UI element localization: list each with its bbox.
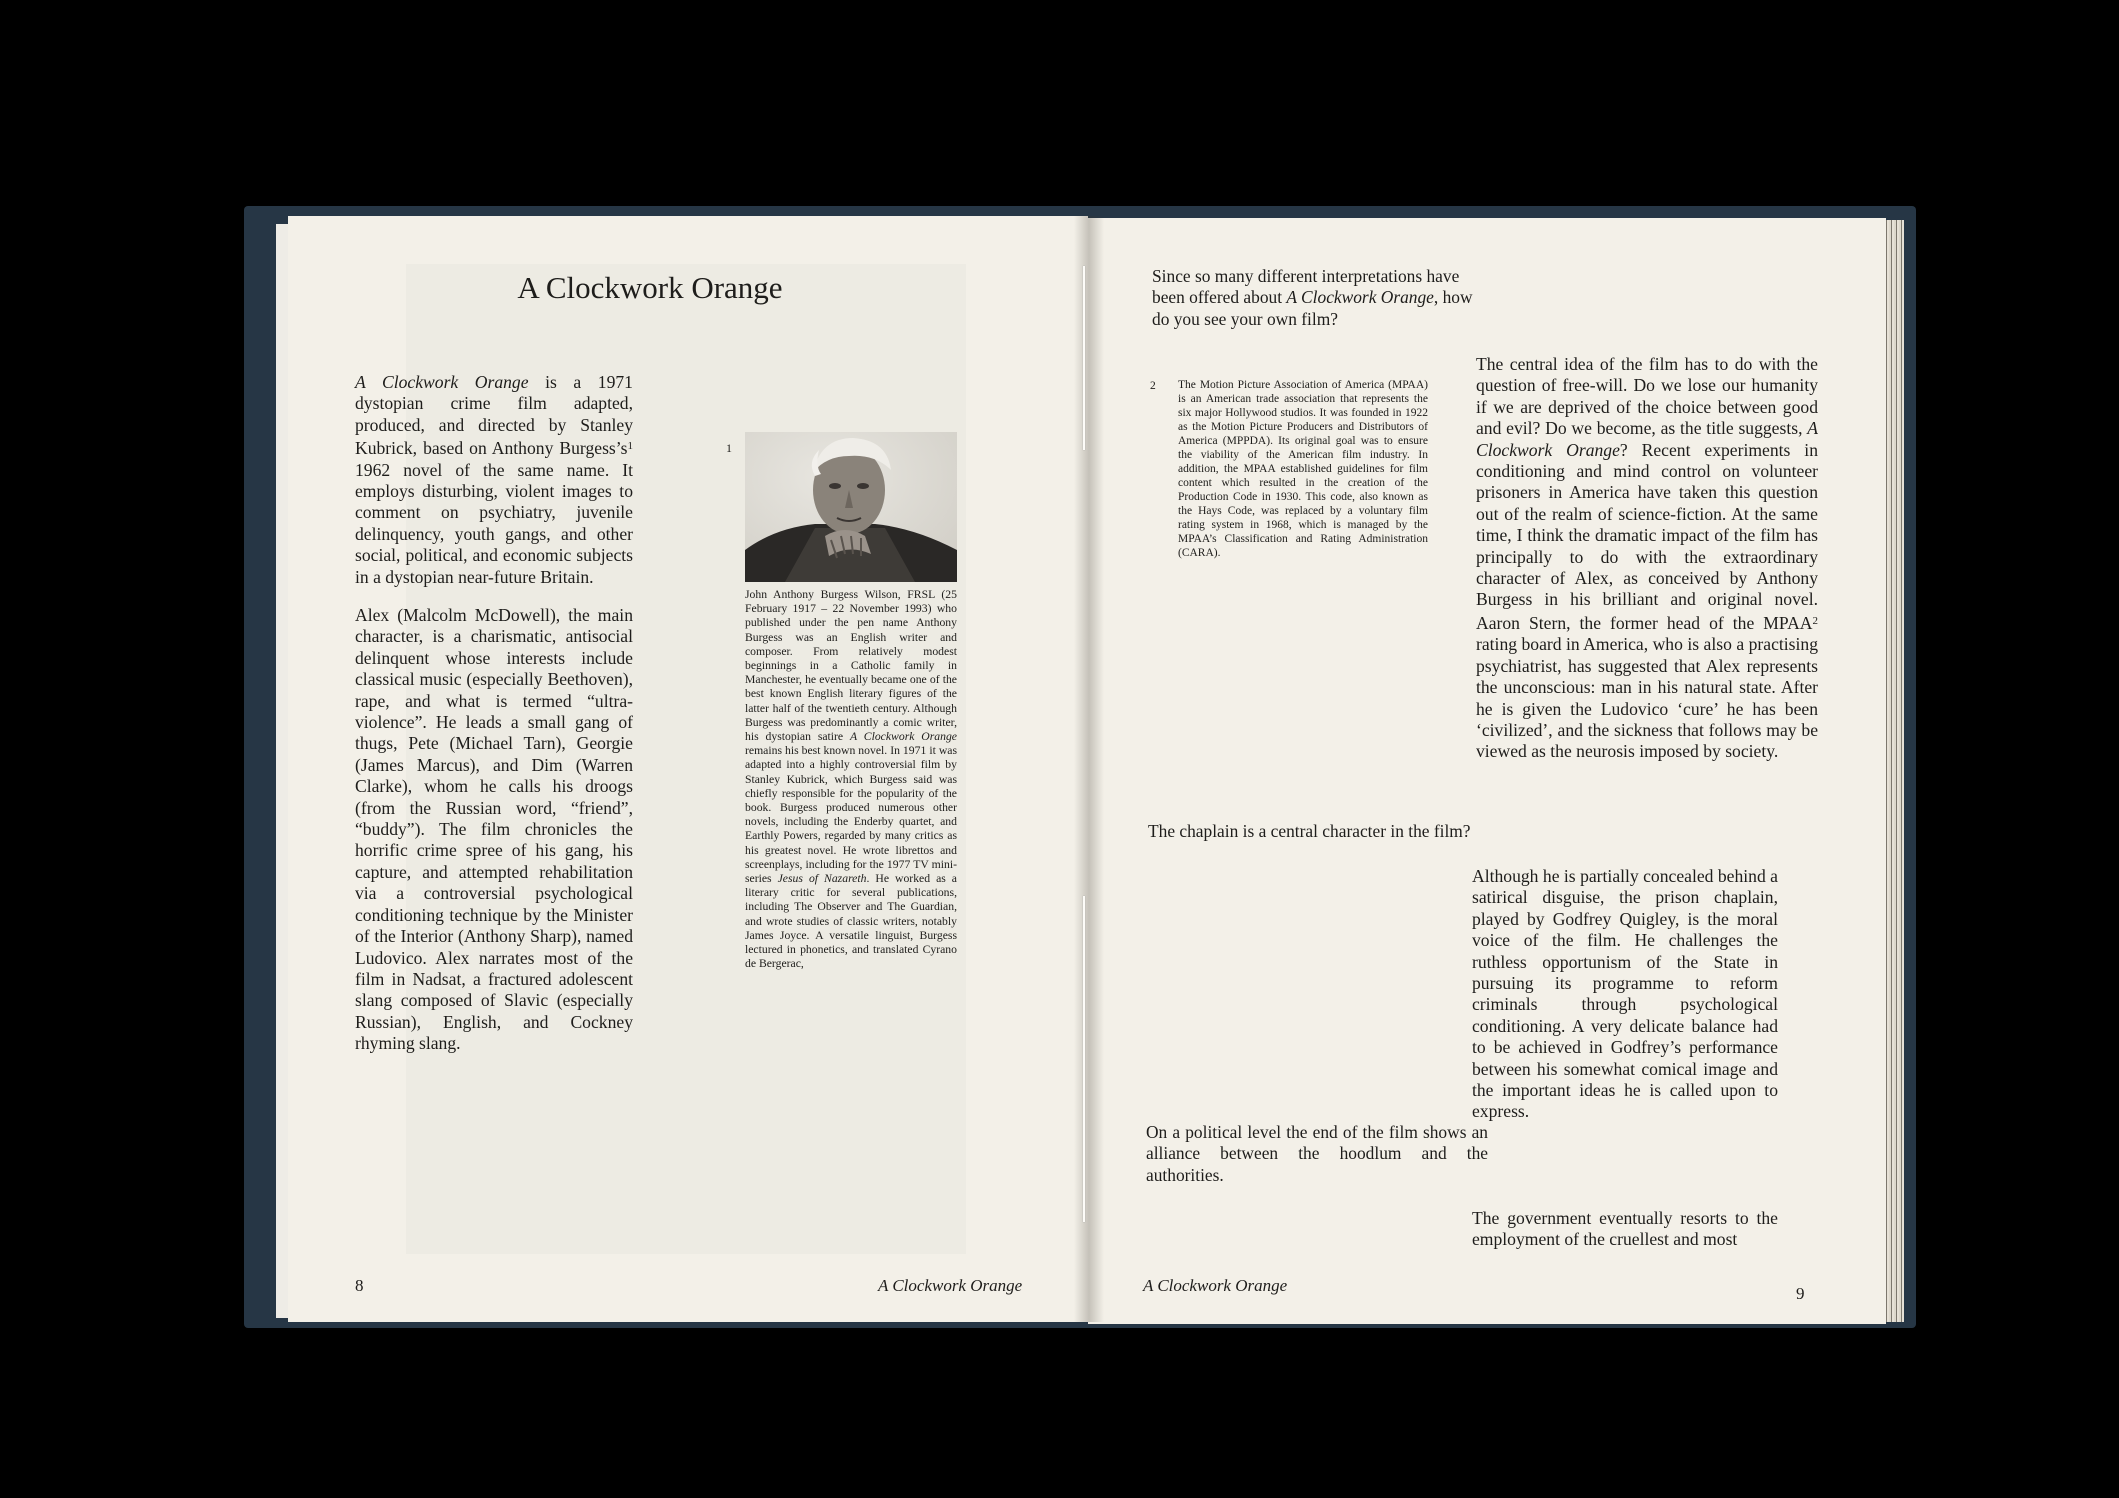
- interview-answer-1: [1476, 354, 1818, 763]
- q1-text-b: , how do you see your own film?: [1152, 287, 1473, 329]
- a3-text: The government eventually resorts to the employment of the cruellest and most: [1472, 1208, 1778, 1250]
- a2-text: Although he is partially concealed behind a satirical disguise, the prison chaplain, played by Godfrey Quigley, is the moral voice of the film. He challenges the ruthless opportunism of the State in pursuing its programme to reform criminals through psychological conditioning. A very delicate balance had to be achieved in Godfrey’s performance between his somewhat comical image and the important ideas he is called upon to express.: [1472, 866, 1778, 1122]
- gutter-shadow: [1074, 216, 1104, 1322]
- page-number-left: 8: [355, 1276, 364, 1295]
- plot-text: Alex (Malcolm McDowell), the main character, is a charismatic, antisocial delinquent whose interests include classical music (especially Beethoven), rape, and what is termed “ultra-violence”. He leads a small gang of thugs, Pete (Michael Tarn), Georgie (James Marcus), and Dim (Warren Clarke), whom he calls his droogs (from the Russian word, “friend”, “buddy”). The film chronicles the horrific crime spree of his gang, his capture, and attempted rehabilitation via a controversial psychological conditioning technique by the Minister of the Interior (Anthony Sharp), named Ludovico. Alex narrates most of the film in Nadsat, a fractured adolescent slang composed of Slavic (especially Russian), English, and Cockney rhyming slang.: [355, 605, 633, 1054]
- author-portrait-photo: [745, 432, 957, 582]
- film-title-italic: A Clockwork Orange: [355, 372, 529, 392]
- footnote-ref-2: 2: [1812, 614, 1818, 627]
- a1-text-a: The central idea of the film has to do with the question of free-will. Do we lose our humanity if we are deprived of the choice between good and evil? Do we become, as the title suggests,: [1476, 354, 1818, 439]
- q1-italic: A Clockwork Orange: [1286, 287, 1434, 308]
- footnote-mpaa: The Motion Picture Association of America (MPAA) is an American trade association that represents the six major Hollywood studios. It was founded in 1922 as the Motion Picture Producers and Distributors of America (MPPDA). Its original goal was to ensure the viability of the American film industry. In addition, the MPAA established guidelines for film content which resulted in the creation of the Production Code in 1930. This code, also known as the Hays Code, was replaced by a voluntary film rating system in 1968, which is managed by the MPAA’s Classification and Rating Administration (CARA).: [1178, 379, 1428, 559]
- page-title: A Clockwork Orange: [517, 270, 783, 305]
- q1-text-a: Since so many different interpretations have been offered about: [1152, 266, 1460, 308]
- binding-thread-lower: [1083, 896, 1085, 1222]
- caption-text-c: . He worked as a literary critic for several publications, including The Observer and The Guardian, and wrote studies of classic writers, notably James Joyce. A versatile linguist, Burgess lectured in phonetics, and translated Cyrano de Bergerac,: [745, 872, 957, 971]
- intro-text-part1: is a 1971 dystopian crime film adapted, produced, and directed by Stanley Kubrick, based on Anthony Burgess’s: [355, 372, 633, 459]
- interview-answer-2: [1472, 866, 1778, 1123]
- page-number-right: 9: [1796, 1284, 1805, 1303]
- portrait-illustration: [745, 432, 957, 582]
- caption-italic-novel: A Clockwork Orange: [850, 730, 957, 744]
- interview-question-1: [1152, 266, 1492, 330]
- caption-text-a: John Anthony Burgess Wilson, FRSL (25 February 1917 – 22 November 1993) who published under the pen name Anthony Burgess was an English writer and composer. From relatively modest beginnings in a Catholic family in Manchester, he eventually became one of the best known English literary figures of the latter half of the twentieth century. Although Burgess was predominantly a comic writer, his dystopian satire: [745, 588, 957, 744]
- footnote-number-1: 1: [726, 441, 732, 455]
- footnote-ref-1: 1: [627, 440, 633, 453]
- interview-question-2: The chaplain is a central character in the film?: [1148, 821, 1471, 841]
- a1-text-b: ? Recent experiments in conditioning and mind control on volunteer prisoners in America have taken this question out of the realm of science-fiction. At the same time, I think the dramatic impact of the film has principally to do with the extraordinary character of Alex, as conceived by Anthony Burgess in his brilliant and original novel. Aaron Stern, the former head of the MPAA: [1476, 439, 1818, 633]
- footnote-number-2: 2: [1150, 380, 1156, 392]
- interview-question-3: On a political level the end of the film shows an alliance between the hoodlum and the authorities.: [1146, 1122, 1488, 1185]
- caption-text-b: remains his best known novel. In 1971 it was adapted into a highly controversial film by Stanley Kubrick, which Burgess said was chiefly responsible for the popularity of the book. Burgess produced numerous other novels, including the Enderby quartet, and Earthly Powers, regarded by many critics as his greatest novel. He wrote librettos and screenplays, including for the 1977 TV mini-series: [745, 744, 957, 886]
- plot-paragraph: [355, 605, 633, 1055]
- binding-thread-upper: [1083, 266, 1085, 450]
- author-caption: [745, 588, 957, 971]
- a1-italic: A Clockwork Orange: [1476, 418, 1818, 460]
- intro-text-part2: 1962 novel of the same name. It employs disturbing, violent images to comment on psychiatry, juvenile delinquency, youth gangs, and other social, political, and economic subjects in a dystopian near-future Britain.: [355, 459, 633, 587]
- caption-italic-series: Jesus of Nazareth: [777, 872, 867, 886]
- interview-answer-3: [1472, 1208, 1778, 1251]
- a1-text-c: rating board in America, who is also a practising psychiatrist, has suggested that Alex represents the unconscious: man in his natural state. After he is given the Ludovico ‘cure’ he has been ‘civilized’, and the sickness that follows may be viewed as the neurosis imposed by society.: [1476, 634, 1818, 762]
- running-head-left: A Clockwork Orange: [878, 1276, 1023, 1295]
- running-head-right: A Clockwork Orange: [1143, 1276, 1288, 1295]
- intro-paragraph: [355, 372, 633, 588]
